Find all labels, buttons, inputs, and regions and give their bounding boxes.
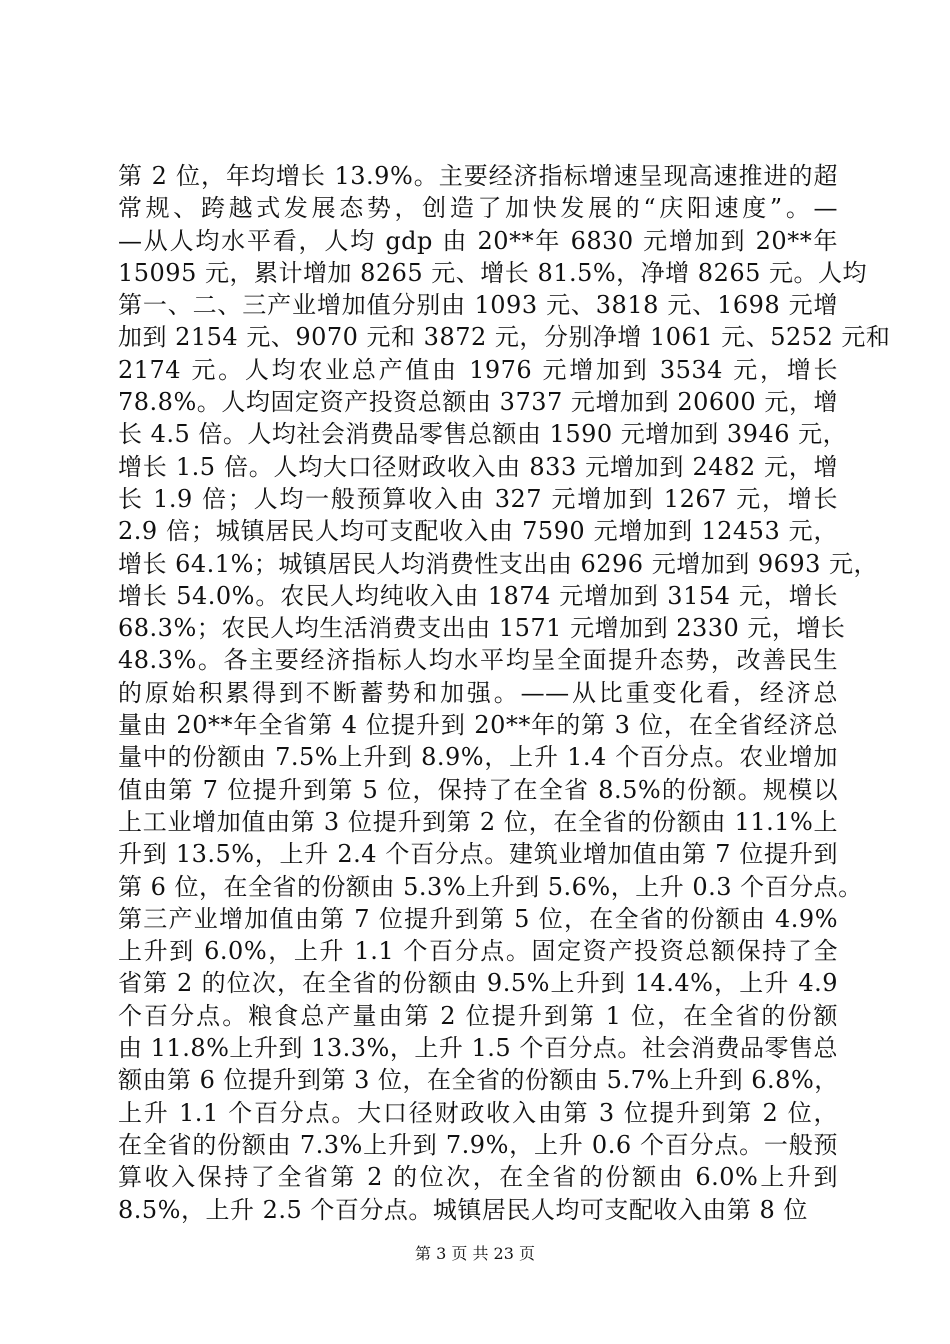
text-line: 个百分点。粮食总产量由第 2 位提升到第 1 位，在全省的份额 <box>118 1001 838 1030</box>
text-line: 第三产业增加值由第 7 位提升到第 5 位，在全省的份额由 4.9% <box>118 904 838 933</box>
text-line: 增长 64.1%；城镇居民人均消费性支出由 6296 元增加到 9693 元， <box>118 549 879 578</box>
text-line: 2.9 倍；城镇居民人均可支配收入由 7590 元增加到 12453 元， <box>118 517 838 546</box>
text-line: 加到 2154 元、9070 元和 3872 元，分别净增 1061 元、5252 元和 <box>118 323 891 352</box>
text-line: 在全省的份额由 7.3%上升到 7.9%，上升 0.6 个百分点。一般预 <box>118 1130 838 1159</box>
text-line: 值由第 7 位提升到第 5 位，保持了在全省 8.5%的份额。规模以 <box>118 775 838 804</box>
text-line: 增长 54.0%。农民人均纯收入由 1874 元增加到 3154 元，增长 <box>118 581 838 610</box>
text-line: 升到 13.5%，上升 2.4 个百分点。建筑业增加值由第 7 位提升到 <box>118 840 838 869</box>
text-line: 上升到 6.0%，上升 1.1 个百分点。固定资产投资总额保持了全 <box>118 937 838 966</box>
text-line: 68.3%；农民人均生活消费支出由 1571 元增加到 2330 元，增长 <box>118 614 846 643</box>
text-line: 15095 元，累计增加 8265 元、增长 81.5%，净增 8265 元。人均 <box>118 258 868 287</box>
text-line: 量中的份额由 7.5%上升到 8.9%，上升 1.4 个百分点。农业增加 <box>118 743 838 772</box>
text-line: 的原始积累得到不断蓄势和加强。——从比重变化看，经济总 <box>118 678 838 707</box>
text-line: 48.3%。各主要经济指标人均水平均呈全面提升态势，改善民生 <box>118 646 838 675</box>
text-line: 省第 2 的位次，在全省的份额由 9.5%上升到 14.4%，上升 4.9 <box>118 969 838 998</box>
text-line: 算收入保持了全省第 2 的位次，在全省的份额由 6.0%上升到 <box>118 1163 838 1192</box>
text-line: 上升 1.1 个百分点。大口径财政收入由第 3 位提升到第 2 位， <box>118 1098 838 1127</box>
text-line: 第一、二、三产业增加值分别由 1093 元、3818 元、1698 元增 <box>118 291 838 320</box>
text-line: 78.8%。人均固定资产投资总额由 3737 元增加到 20600 元，增 <box>118 388 838 417</box>
text-line: 第 6 位，在全省的份额由 5.3%上升到 5.6%，上升 0.3 个百分点。 <box>118 872 863 901</box>
body-text <box>118 160 891 1226</box>
text-line: —从人均水平看，人均 gdp 由 20**年 6830 元增加到 20**年 <box>118 226 838 255</box>
text-line: 额由第 6 位提升到第 3 位，在全省的份额由 5.7%上升到 6.8%， <box>118 1066 839 1095</box>
text-line: 上工业增加值由第 3 位提升到第 2 位，在全省的份额由 11.1%上 <box>118 807 838 836</box>
text-line: 长 1.9 倍；人均一般预算收入由 327 元增加到 1267 元，增长 <box>118 484 838 513</box>
text-line: 常规、跨越式发展态势，创造了加快发展的“庆阳速度”。— <box>118 194 838 223</box>
page-footer: 第 3 页 共 23 页 <box>415 1244 535 1263</box>
text-line: 第 2 位，年均增长 13.9%。主要经济指标增速呈现高速推进的超 <box>118 162 838 190</box>
text-line: 由 11.8%上升到 13.3%，上升 1.5 个百分点。社会消费品零售总 <box>118 1034 838 1063</box>
text-line: 增长 1.5 倍。人均大口径财政收入由 833 元增加到 2482 元，增 <box>118 452 838 481</box>
text-line: 2174 元。人均农业总产值由 1976 元增加到 3534 元，增长 <box>118 355 838 384</box>
text-line: 长 4.5 倍。人均社会消费品零售总额由 1590 元增加到 3946 元， <box>118 420 848 449</box>
text-line: 量由 20**年全省第 4 位提升到 20**年的第 3 位，在全省经济总 <box>118 711 838 740</box>
text-line: 8.5%，上升 2.5 个百分点。城镇居民人均可支配收入由第 8 位 <box>118 1195 808 1224</box>
